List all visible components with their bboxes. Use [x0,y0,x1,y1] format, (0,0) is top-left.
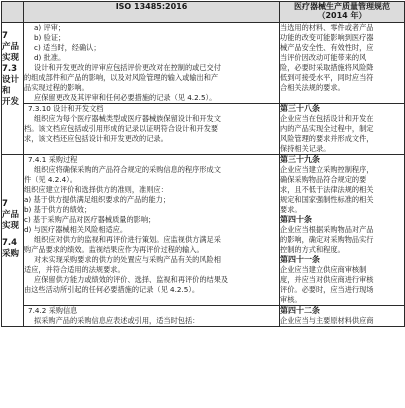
header-cn-title: 医疗器械生产质量管理规范 [294,2,390,11]
cn-article-number: 第三十八条 [280,104,320,113]
iso-line: a) 基于供方提供满足组织要求的产品的能力； [24,195,171,204]
cn-line: 审核。 [280,295,302,304]
iso-line: 由这些活动所引起的任何必要措施的记录（见 4.2.5）。 [24,285,200,294]
cn-article-number: 第四十一条 [280,255,320,264]
cn-line: 械产品安全性、有效性时，应 [280,43,374,52]
iso-line: a) 评审； [34,23,66,32]
cn-line: 功能的改变可能影响到医疗器 [280,33,374,42]
cn-line: 企业应当与主要原材料供应商 [280,316,374,325]
cn-line: 评价。必要时，应当进行现场 [280,285,374,294]
iso-line: 应保留更改及其评审和任何必要措施的记录（见 4.2.5）。 [34,93,217,102]
iso-line: 适应，并符合适用的法规要求。 [24,265,125,274]
section-design-row-b [2,104,405,155]
section-subnum: 7.3 [2,64,18,74]
cn-clause-material-change [280,23,405,104]
iso-line: 设计和开发更改的评审应包括评价更改对在控制的或已交付 [34,63,221,72]
cn-line: 企业应当根据采购物品对产品 [280,225,374,234]
iso-line: c) 基于采购产品对医疗器械质量的影响； [24,215,156,224]
iso-line: 求，该文档还应包括设计和开发更改的记录。 [24,134,168,143]
iso-clause-purchasing-info [24,306,280,327]
cn-line: 的影响，确定对采购物品实行 [280,235,374,244]
iso-line: 组织应建立评价和选择供方的准则，准则应： [24,185,168,194]
cn-line: 当选用的材料、零件或者产品 [280,23,374,32]
cn-line: 风险管理的要求并形成文件， [280,134,374,143]
header-cn-year: （2014 年） [317,11,367,20]
section-purchasing-info-row [2,306,405,327]
iso-line: 档。该文档应包括或引用形成的记录以证明符合设计和开发要 [24,124,219,133]
iso-line: 组织应对供方的监视和再评价进行策划。应监视供方满足采 [34,235,221,244]
cn-clause-supplier [280,306,405,327]
cn-article-number: 第四十条 [280,215,312,224]
cn-line: 企业应当在包括设计和开发在 [280,114,374,123]
iso-line: 拟采购产品的采购信息应表述或引用，适当时包括： [34,316,200,325]
iso-clause-design-change [24,23,280,104]
iso-line: b) 验证； [34,33,66,42]
cn-line: 低到可接受水平，同时应当符 [280,73,374,82]
section-label-design [2,23,24,155]
section-num: 7 [2,31,8,41]
iso-line: 组织应将确保采购的产品符合规定的采购信息的程序形成文 [34,165,221,174]
section-num: 7 [2,199,8,209]
iso-line: 的组成部件和产品的影响，以及对风险管理的输入或输出和产 [24,73,219,82]
section-name: 产品 [2,42,20,52]
iso-line: d) 批准。 [34,53,66,62]
section-subname: 设计 [2,75,20,85]
header-row [2,2,405,23]
iso-clause-purchasing-process [24,155,280,306]
cn-line: 企业应当建立采购控制程序， [280,165,374,174]
section-name: 产品 [2,210,20,220]
cn-clause-purchasing [280,155,405,306]
cn-line: 当评价因改动可能带来的风 [280,53,367,62]
iso-line: 对未实现采购要求的供方的处置应与采购产品有关的风险相 [34,255,221,264]
iso-line: 购产品要求的绩效。监视结果应作为再评价过程的输入。 [24,245,204,254]
iso-subheading: 7.4.2 采购信息 [28,306,78,315]
cn-line: 度，并应当对供应商进行审核 [280,275,374,284]
cn-clause-risk-management [280,104,405,155]
iso-line: 应保留供方能力或绩效的评价、选择、监视和再评价的结果及 [34,275,229,284]
cn-line: 控制的方式和程度。 [280,245,345,254]
header-cn [280,2,405,23]
cn-line: 求，且不低于法律法规的相关 [280,185,374,194]
iso-line: d) 与医疗器械相关风险相适应。 [24,225,128,234]
cn-line: 要求。 [280,205,302,214]
section-subname: 和 [2,86,11,96]
iso-line: 品实现过程的影响。 [24,83,89,92]
header-blank-cell [2,2,24,23]
iso-clause-design-docs [24,104,280,155]
cn-line: 险，必要时采取措施将风险降 [280,63,374,72]
header-iso: ISO 13485:2016 [24,2,280,23]
cn-line: 内的产品实现全过程中，制定 [280,124,374,133]
iso-line: c) 适当时，经确认； [34,43,101,52]
cn-line: 合相关法规的要求。 [280,83,345,92]
cn-line: 企业应当建立供应商审核制 [280,265,367,274]
iso-line: b) 基于供方的绩效； [24,205,92,214]
section-subnum: 7.4 [2,238,18,248]
section-subname: 采购 [2,249,20,259]
section-name: 实现 [2,53,20,63]
section-subname: 开发 [2,97,20,107]
cn-line: 保持相关记录。 [280,144,331,153]
iso-subheading: 7.3.10 设计和开发文档 [28,104,104,113]
cn-line: 确保采购物品符合规定的要 [280,175,367,184]
iso-subheading: 7.4.1 采购过程 [28,155,78,164]
comparison-table [1,1,405,327]
cn-line: 规定和国家强制性标准的相关 [280,195,374,204]
cn-article-number: 第三十九条 [280,155,320,164]
iso-line: 件（见 4.2.4）。 [24,175,77,184]
section-name: 实现 [2,221,20,231]
section-design-row-a [2,23,405,104]
cn-article-number: 第四十二条 [280,306,320,315]
iso-line: 组织应为每个医疗器械类型或医疗器械族保留设计和开发文 [34,114,221,123]
section-label-purchasing [2,155,24,327]
section-purchasing-row [2,155,405,306]
